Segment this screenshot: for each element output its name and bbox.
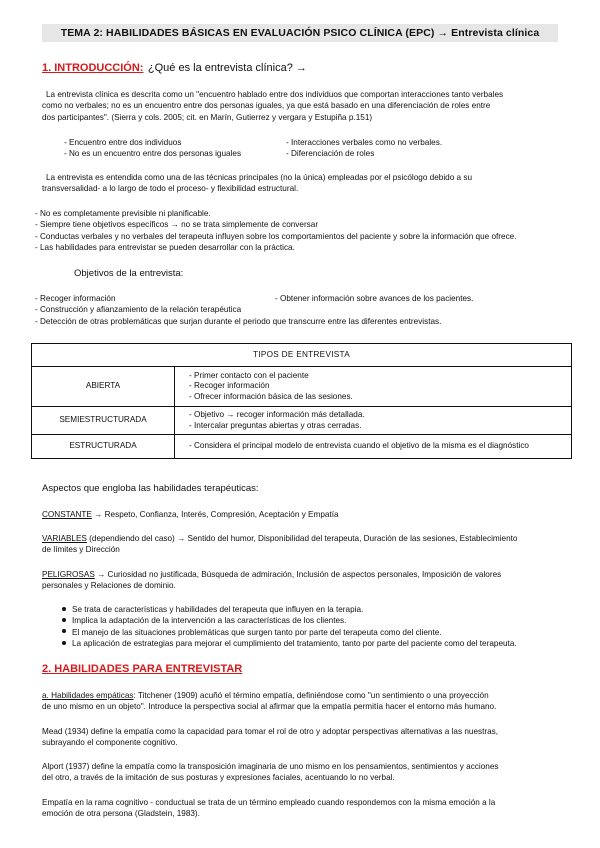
feature-left: - No es un encuentro entre dos personas iguales (64, 149, 242, 159)
paragraph-line: Alport (1937) define la empatía como la transposición imaginaria de uno mismo en los pensamientos, sentimientos y acciones (42, 762, 499, 771)
aspects-bullets (62, 604, 517, 649)
table-row-name: ESTRUCTURADA (32, 435, 175, 459)
cognitive-paragraph (42, 797, 562, 820)
peligrosas-label: PELIGROSAS (42, 570, 95, 579)
table-row-desc (175, 367, 572, 407)
feature-left: - Encuentro entre dos individuos (64, 138, 182, 147)
list-item: - Las habilidades para entrevistar se pueden desarrollar con la práctica. (35, 242, 295, 252)
section-1-question: ¿Qué es la entrevista clínica? → (147, 62, 307, 74)
desc-line: - Considera el principal modelo de entrevista cuando el objetivo de la misma es el diagnóstico (189, 441, 529, 451)
objective-right: - Obtener información sobre avances de los pacientes. (275, 294, 474, 303)
objective-left: - Recoger información (35, 294, 116, 303)
definition-line: como no verbales; no es un encuentro entre dos personas iguales, ya que está basado en una diferenciación de roles entre (42, 101, 491, 111)
objectives-title: Objetivos de la entrevista: (74, 268, 184, 279)
list-item: - Siempre tiene objetivos específicos → no se trata simplemente de conversar (35, 220, 319, 230)
desc-line: - Primer contacto con el paciente (189, 370, 309, 380)
mead-paragraph (42, 726, 562, 749)
desc-line: - Recoger información (189, 381, 270, 391)
table-header-row (32, 344, 572, 367)
bullet-icon (62, 607, 66, 611)
technique-line: transversalidad- a lo largo de todo el proceso- y flexibilidad estructural. (42, 184, 299, 194)
bullet-icon (62, 641, 66, 645)
list-item: Implica la adaptación de la intervención a las características de los clientes. (62, 615, 517, 626)
list-item: La aplicación de estrategias para mejorar el cumplimiento del tratamiento, tanto por parte del paciente como del terapeuta. (62, 638, 517, 649)
table-row-desc (175, 407, 572, 435)
definition-line: La entrevista clínica es descrita como un "encuentro hablado entre dos individuos que comportan interacciones tanto verbales (46, 90, 504, 99)
empathy-text-2: de uno mismo en un objeto". Introduce la perspectiva social al afirmar que la empatía permitía hacer el entorno más humano. (42, 702, 497, 712)
objective-left: - Detección de otras problemáticas que surjan durante el periodo que transcurre entre las diferentes entrevistas. (35, 316, 442, 326)
definition-paragraph (42, 89, 558, 123)
peligrosas-block (42, 569, 562, 592)
paragraph-line: emoción de otra persona (Gladstein, 1983). (42, 809, 200, 819)
objective-left: - Construcción y afianzamiento de la relación terapéutica (35, 305, 242, 315)
list-item: - No es completamente previsible ni planificable. (35, 209, 211, 218)
feature-right: - Diferenciación de roles (286, 149, 375, 159)
constante-text: → Respeto, Confianza, Interés, Compresión, Aceptación y Empatía (91, 510, 339, 519)
empathy-label: a. Habilidades empáticas (42, 691, 134, 700)
technique-paragraph (42, 172, 558, 195)
paragraph-line: Mead (1934) define la empatía como la capacidad para tomar el rol de otro y adoptar perspectivas alternativas a las nuestras, (42, 727, 499, 736)
variables-text-2: de límites y Dirección (42, 545, 120, 555)
objective-row (35, 304, 575, 315)
aspects-title: Aspectos que engloba las habilidades terapéuticas: (42, 483, 259, 494)
table-row-desc (175, 435, 572, 459)
empathy-paragraph (42, 690, 562, 713)
peligrosas-text: → Curiosidad no justificada, Búsqueda de admiración, Inclusión de aspectos personales, Imposición de valores (94, 570, 502, 579)
paragraph-line: Empatía en la rama cognitivo - conductual se trata de un término empleado cuando respondemos con la misma emoción a la (42, 798, 496, 807)
list-item: El manejo de las situaciones problemáticas que surgen tanto por parte del terapeuta como del cliente. (62, 627, 517, 638)
page-title: TEMA 2: HABILIDADES BÁSICAS EN EVALUACIÓN PSICO CLÍNICA (EPC) → Entrevista clínica (42, 24, 558, 42)
variables-block (42, 533, 562, 556)
characteristics-list (35, 208, 517, 253)
table-row (32, 435, 572, 459)
desc-line: - Objetivo → recoger información más detallada. (189, 410, 365, 419)
desc-line: - Ofrecer información básica de las sesiones. (189, 391, 353, 401)
peligrosas-text-2: personales y Relaciones de dominio. (42, 581, 176, 591)
allport-paragraph (42, 761, 562, 784)
variables-text: (dependiendo del caso) → Sentido del humor, Disponibilidad del terapeuta, Duración de las sesiones, Establecimiento (86, 534, 518, 543)
empathy-text: : Titchener (1909) acuñó el término empatía, definiéndose como "un sentimiento o una proyección (133, 691, 489, 700)
table-row (32, 367, 572, 407)
section-1-heading (42, 58, 307, 76)
technique-line: La entrevista es entendida como una de las técnicas principales (no la única) empleadas por el psicólogo debido a su (46, 173, 473, 182)
interview-types-table (31, 343, 572, 459)
section-1-title: 1. INTRODUCCIÓN: (42, 62, 144, 74)
bullet-icon (62, 629, 66, 633)
table-header: TIPOS DE ENTREVISTA (32, 344, 572, 367)
variables-label: VARIABLES (42, 534, 87, 543)
table-row (32, 407, 572, 435)
definition-line: dos participantes". (Sierra y cols. 2005; cit. en Marín, Gutierrez y vergara y Estupiña p.151) (42, 112, 373, 122)
objectives-list (35, 293, 575, 327)
list-item: - Conductas verbales y no verbales del terapeuta influyen sobre los comportamientos del paciente y sobre la información que ofrece. (35, 231, 517, 241)
objective-row (35, 293, 575, 304)
constante-label: CONSTANTE (42, 510, 92, 519)
paragraph-line: subrayando el componente cognitivo. (42, 738, 178, 748)
objective-row (35, 316, 575, 327)
section-2-title: 2. HABILIDADES PARA ENTREVISTAR (42, 663, 243, 675)
feature-row (64, 148, 564, 159)
constante-row (42, 509, 339, 520)
feature-right: - Interacciones verbales como no verbales. (286, 138, 443, 147)
desc-line: - Intercalar preguntas abiertas y otras cerradas. (189, 420, 362, 430)
features-list (64, 137, 564, 160)
list-item: Se trata de características y habilidades del terapeuta que influyen en la terapia. (62, 604, 517, 615)
table-row-name: SEMIESTRUCTURADA (32, 407, 175, 435)
feature-row (64, 137, 564, 148)
paragraph-line: del otro, a través de la imitación de sus posturas y expresiones faciales, acentuando lo no verbal. (42, 773, 395, 783)
table-row-name: ABIERTA (32, 367, 175, 407)
bullet-icon (62, 618, 66, 622)
